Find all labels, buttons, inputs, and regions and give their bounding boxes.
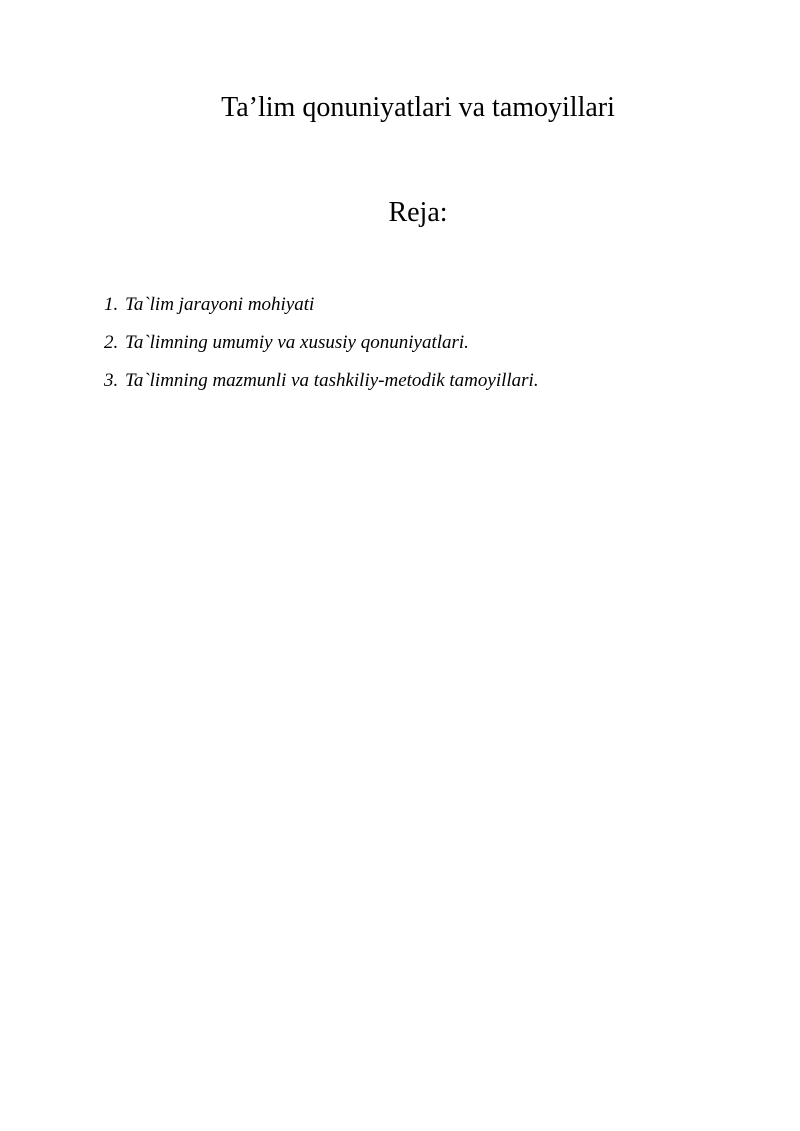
plan-item-2 [104,330,539,368]
plan-item-number: 3. [104,370,119,391]
plan-item-number: 2. [104,332,119,353]
plan-item-3 [104,368,539,406]
plan-list [104,292,539,406]
plan-item-text: Ta`limning mazmunli va tashkiliy-metodik tamoyillari. [125,370,539,391]
plan-heading: Reja: [388,197,448,228]
plan-item-number: 1. [104,294,119,315]
plan-item-1 [104,292,539,330]
document-title: Ta’lim qonuniyatlari va tamoyillari [221,92,615,123]
plan-item-text: Ta`lim jarayoni mohiyati [125,294,315,315]
plan-item-text: Ta`limning umumiy va xususiy qonuniyatlari. [125,332,469,353]
